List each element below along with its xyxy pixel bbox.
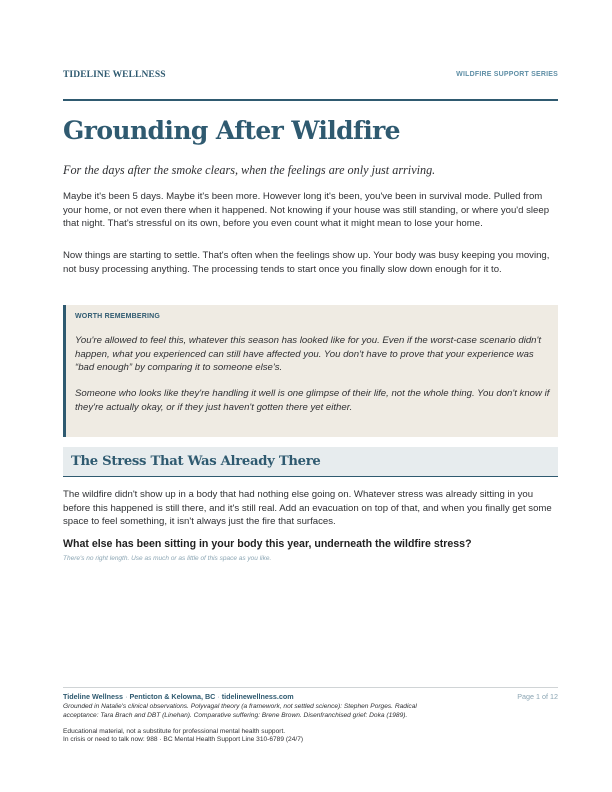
journal-answer-space[interactable]	[63, 568, 558, 678]
callout-paragraph-1: You're allowed to feel this, whatever this season has looked like for you. Even if the worst-case scenario didn't happen, what you experienced can still have affected you. You don't have to prove that your experience was “bad enough” by comparing it to someone else's.	[75, 335, 542, 374]
section-heading-bar	[63, 447, 558, 477]
intro-paragraph-2: Now things are starting to settle. That's often when the feelings show up. Your body was busy keeping you moving, not busy processing anything. The processing tends to start once you finally slow down enough for it to.	[63, 250, 550, 275]
footer-crisis-line: In crisis or need to talk now: 988 · BC Mental Health Support Line 310-6789 (24/7)	[63, 736, 304, 743]
page-title: Grounding After Wildfire	[63, 116, 400, 145]
journal-prompt-hint: There's no right length. Use as much or as little of this space as you like.	[63, 555, 272, 562]
footer-separator: ·	[217, 692, 220, 701]
header-divider	[63, 99, 558, 101]
section-paragraph: The wildfire didn't show up in a body that had nothing else going on. Whatever stress was already sitting in you before this happened is still there, and it's still real. Add an evacuation on top of that, and when you finally get some space to feel something, it isn't always just the fire that surfaces.	[63, 489, 552, 527]
footer-website-link[interactable]: tidelinewellness.com	[221, 692, 294, 701]
series-label: WILDFIRE SUPPORT SERIES	[456, 71, 558, 78]
footer-divider	[63, 687, 558, 688]
footer-separator: ·	[125, 692, 128, 701]
brand-name: TIDELINE WELLNESS	[63, 70, 166, 80]
page-subtitle: For the days after the smoke clears, when the feelings are only just arriving.	[63, 163, 436, 177]
page-header	[63, 70, 558, 82]
worth-remembering-callout	[63, 305, 558, 437]
section-title: The Stress That Was Already There	[71, 454, 321, 469]
document-page	[63, 0, 558, 792]
journal-prompt-question: What else has been sitting in your body this year, underneath the wildfire stress?	[63, 538, 472, 550]
callout-paragraph-2: Someone who looks like they're handling it well is one glimpse of their life, not the whole thing. You don't know if they're actually okay, or if they just haven't gotten there yet either.	[75, 388, 550, 413]
page-number: Page 1 of 12	[517, 692, 558, 701]
callout-label: WORTH REMEMBERING	[75, 313, 161, 320]
footer-disclaimer: Educational material, not a substitute for professional mental health support.	[63, 728, 286, 735]
footer-contact	[63, 692, 294, 701]
footer-sources: Grounded in Natalie's clinical observations. Polyvagal theory (a framework, not settled science): Stephen Porges. Radical acceptance: Tara Brach and DBT (Linehan). Comparative suffering: Brene Brown. Disenfranchised grief: Doka (1989).	[63, 703, 417, 719]
footer-location: Penticton & Kelowna, BC	[129, 692, 216, 701]
footer-org: Tideline Wellness	[63, 692, 124, 701]
intro-paragraph-1: Maybe it's been 5 days. Maybe it's been more. However long it's been, you've been in survival mode. Pulled from your home, or not even there when it happened. Not knowing if your house was still standing, or where you'd sleep that night. That's stressful on its own, before you even count what it might mean to lose your home.	[63, 191, 550, 229]
